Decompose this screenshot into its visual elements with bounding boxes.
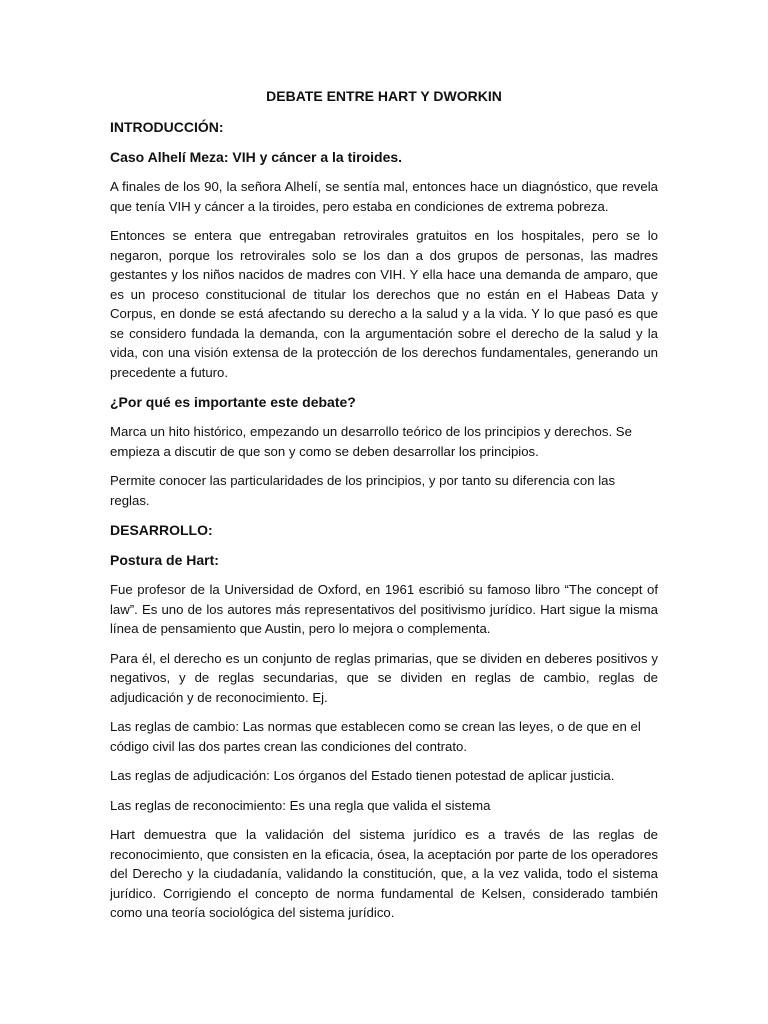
heading-introduccion: INTRODUCCIÓN: <box>110 119 224 135</box>
paragraph-reglas-cambio: Las reglas de cambio: Las normas que establecen como se crean las leyes, o de que en el código civil las dos partes crean las condiciones del contrato. <box>110 719 641 754</box>
paragraph-reglas-adjudicacion: Las reglas de adjudicación: Los órganos del Estado tienen potestad de aplicar justicia. <box>110 768 615 783</box>
paragraph-reglas-reconocimiento: Las reglas de reconocimiento: Es una regla que valida el sistema <box>110 797 491 813</box>
heading-postura-hart: Postura de Hart: <box>110 552 219 568</box>
paragraph-diagnostico: A finales de los 90, la señora Alhelí, se sentía mal, entonces hace un diagnóstico, que revela que tenía VIH y cáncer a la tiroides, pero estaba en condiciones de extrema pobreza. <box>110 179 658 214</box>
paragraph-reglas-primarias: Para él, el derecho es un conjunto de reglas primarias, que se dividen en deberes positivos y negativos, y de reglas secundarias, que se dividen en reglas de cambio, reglas de adjudicación y de reconocimiento. Ej. <box>110 650 658 705</box>
heading-caso-alheli: Caso Alhelí Meza: VIH y cáncer a la tiroides. <box>110 149 403 165</box>
heading-importancia-debate: ¿Por qué es importante este debate? <box>110 394 356 410</box>
document-title: DEBATE ENTRE HART Y DWORKIN <box>266 88 502 104</box>
heading-desarrollo: DESARROLLO: <box>110 522 213 538</box>
document-page <box>110 86 658 933</box>
paragraph-hito-historico: Marca un hito histórico, empezando un desarrollo teórico de los principios y derechos. Se empieza a discutir de que son y como se deben desarrollar los principios. <box>110 424 632 459</box>
paragraph-hart-oxford: Fue profesor de la Universidad de Oxford, en 1961 escribió su famoso libro “The concept of law”. Es uno de los autores más representativos del positivismo jurídico. Hart sigue la misma línea de pensamiento que Austin, pero lo mejora o complementa. <box>110 582 658 636</box>
paragraph-validacion-sistema: Hart demuestra que la validación del sistema jurídico es a través de las reglas de reconocimiento, que consisten en la eficacia, ósea, la aceptación por parte de los operadores del Derecho y la ciudadanía, validando la constitución, que, a la vez valida, todo el sistema jurídico. Corrigiendo el concepto de norma fundamental de Kelsen, considerado también como una teoría sociológica del sistema jurídico. <box>110 827 658 920</box>
paragraph-demanda-amparo: Entonces se entera que entregaban retrovirales gratuitos en los hospitales, pero se lo negaron, porque los retrovirales solo se los dan a dos grupos de personas, las madres gestantes y los niños nacidos de madres con VIH. Y ella hace una demanda de amparo, que es un proceso constitucional de titular los derechos que no están en el Habeas Data y Corpus, en donde se está afectando su derecho a la salud y a la vida. Y lo que pasó es que se considero fundada la demanda, con la argumentación sobre el derecho de la salud y la vida, con una visión extensa de la protección de los derechos fundamentales, generando un precedente a futuro. <box>110 228 658 380</box>
paragraph-particularidades: Permite conocer las particularidades de los principios, y por tanto su diferencia con las reglas. <box>110 473 616 508</box>
